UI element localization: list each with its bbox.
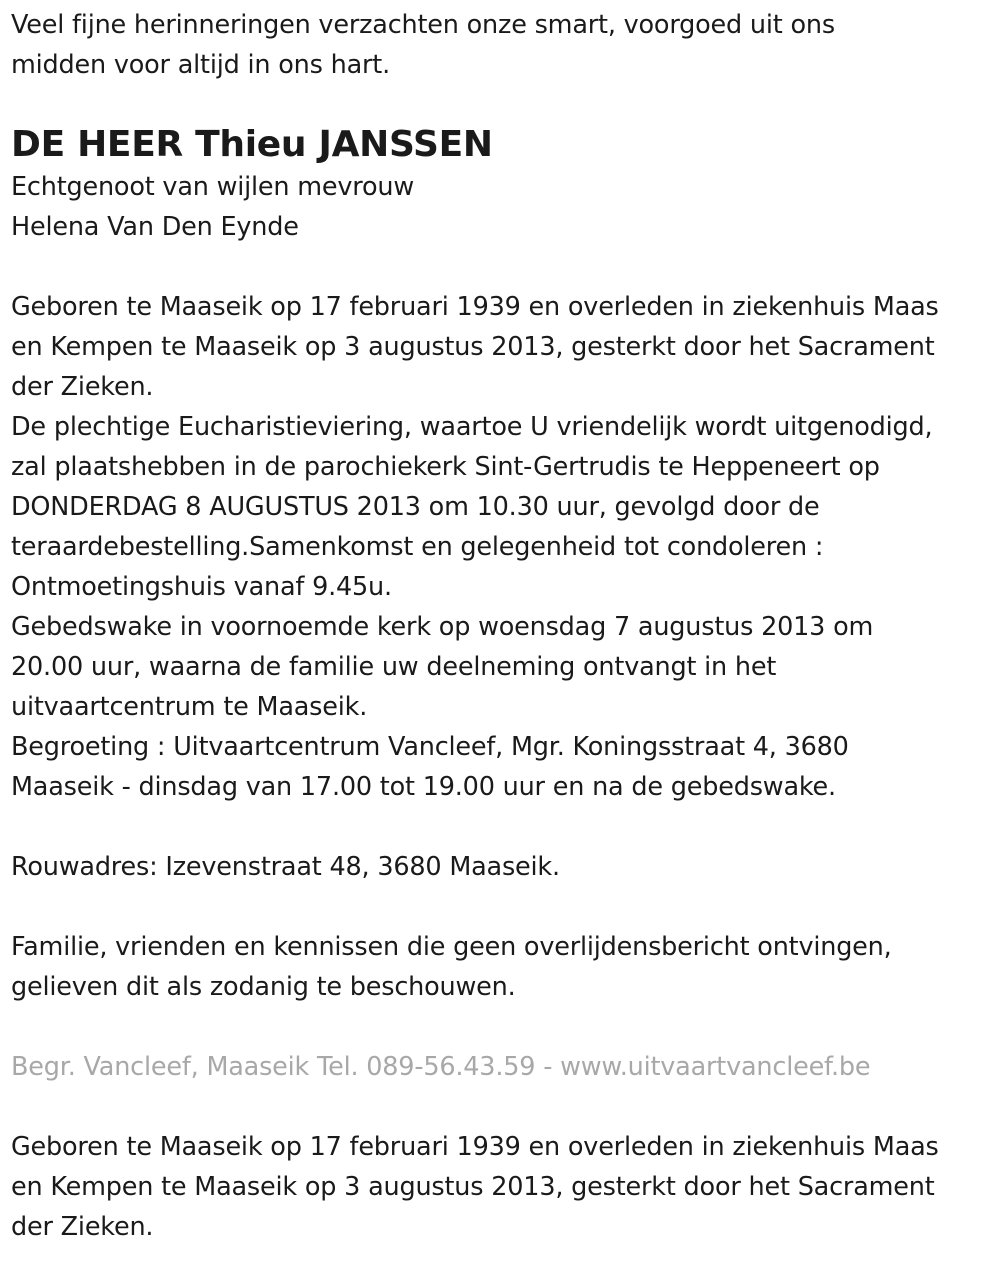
undertaker-credit	[11, 1047, 996, 1087]
deceased-name: DE HEER Thieu JANSSEN	[11, 124, 493, 165]
body-line: der Zieken.	[11, 372, 154, 402]
body-line: Begroeting : Uitvaartcentrum Vancleef, Mgr. Koningsstraat 4, 3680	[11, 732, 849, 762]
notice	[11, 927, 996, 1007]
quote-line: Veel fijne herinneringen verzachten onze smart, voorgoed uit ons	[11, 10, 835, 40]
body-line: uitvaartcentrum te Maaseik.	[11, 692, 368, 722]
notice-line: gelieven dit als zodanig te beschouwen.	[11, 972, 516, 1002]
body-line: Geboren te Maaseik op 17 februari 1939 en overleden in ziekenhuis Maas	[11, 292, 939, 322]
spacer	[11, 247, 996, 287]
body-line: De plechtige Eucharistieviering, waartoe U vriendelijk wordt uitgenodigd,	[11, 412, 933, 442]
obituary-notice	[11, 5, 996, 1247]
repeated-line: Geboren te Maaseik op 17 februari 1939 en overleden in ziekenhuis Maas	[11, 1132, 939, 1162]
repeated-details	[11, 1127, 996, 1247]
notice-line: Familie, vrienden en kennissen die geen overlijdensbericht ontvingen,	[11, 932, 892, 962]
body-line: en Kempen te Maaseik op 3 augustus 2013, gesterkt door het Sacrament	[11, 332, 935, 362]
spacer	[11, 1087, 996, 1127]
spouse-info	[11, 167, 996, 247]
spacer	[11, 807, 996, 847]
body-line: DONDERDAG 8 AUGUSTUS 2013 om 10.30 uur, gevolgd door de	[11, 492, 820, 522]
body-line: zal plaatshebben in de parochiekerk Sint-Gertrudis te Heppeneert op	[11, 452, 880, 482]
spacer	[11, 1007, 996, 1047]
undertaker-credit-line: Begr. Vancleef, Maaseik Tel. 089-56.43.59 - www.uitvaartvancleef.be	[11, 1052, 871, 1082]
spouse-line: Helena Van Den Eynde	[11, 212, 299, 242]
body-line: 20.00 uur, waarna de familie uw deelneming ontvangt in het	[11, 652, 777, 682]
spouse-line: Echtgenoot van wijlen mevrouw	[11, 172, 415, 202]
repeated-line: der Zieken.	[11, 1212, 154, 1242]
opening-quote	[11, 5, 996, 85]
mourning-address	[11, 847, 996, 887]
mourning-address-line: Rouwadres: Izevenstraat 48, 3680 Maaseik.	[11, 852, 560, 882]
funeral-details	[11, 287, 996, 807]
spacer	[11, 887, 996, 927]
repeated-line: en Kempen te Maaseik op 3 augustus 2013, gesterkt door het Sacrament	[11, 1172, 935, 1202]
body-line: Gebedswake in voornoemde kerk op woensdag 7 augustus 2013 om	[11, 612, 874, 642]
body-line: Ontmoetingshuis vanaf 9.45u.	[11, 572, 392, 602]
body-line: Maaseik - dinsdag van 17.00 tot 19.00 uur en na de gebedswake.	[11, 772, 836, 802]
body-line: teraardebestelling.Samenkomst en gelegenheid tot condoleren :	[11, 532, 824, 562]
quote-line: midden voor altijd in ons hart.	[11, 50, 390, 80]
